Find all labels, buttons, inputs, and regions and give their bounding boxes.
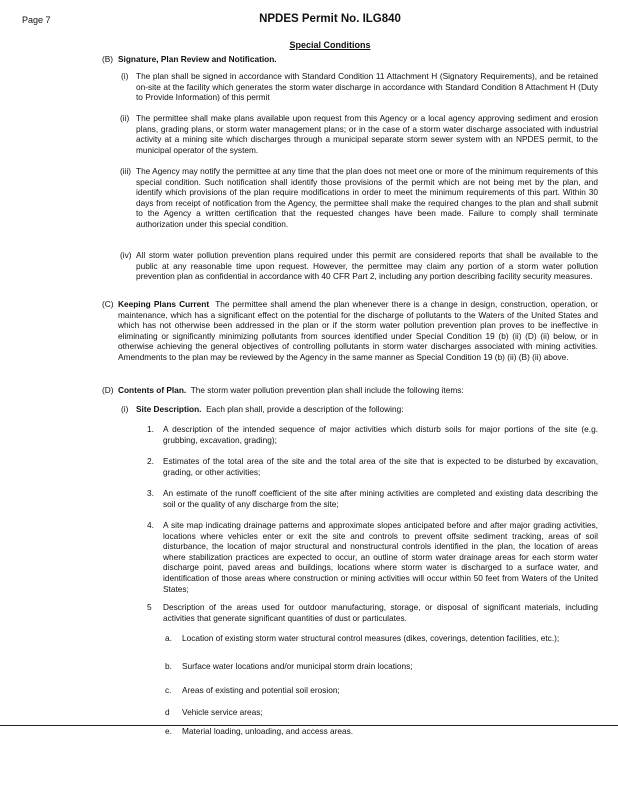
subitem-text: Areas of existing and potential soil erosion; <box>182 685 340 695</box>
page-number: Page 7 <box>22 15 51 25</box>
section-title: Special Conditions <box>289 40 371 50</box>
list-item-text: A description of the intended sequence of major activities which disturb soils for major portions of the site (e.g. grubbing, excavation, grading); <box>163 424 598 445</box>
list-item-marker: 4. <box>147 520 154 530</box>
list-item-text: An estimate of the runoff coefficient of the site after mining activities are completed and existing data describing the soil or the quality of any discharge from the site; <box>163 488 598 509</box>
section-b-heading: Signature, Plan Review and Notification. <box>118 54 277 64</box>
list-item-marker: 1. <box>147 424 154 434</box>
site-description-paragraph <box>136 404 598 415</box>
subitem-marker: b. <box>165 661 172 671</box>
b-item-marker: (ii) <box>120 113 130 123</box>
section-d-text: The storm water pollution prevention plan shall include the following items: <box>190 385 464 395</box>
b-item-marker: (iv) <box>120 250 132 260</box>
section-d-paragraph <box>118 385 598 396</box>
section-d-marker: (D) <box>102 385 114 395</box>
section-b-marker: (B) <box>102 54 114 64</box>
subitem-marker: a. <box>165 633 172 643</box>
section-c-heading: Keeping Plans Current <box>118 299 210 309</box>
b-item-text: The plan shall be signed in accordance with Standard Condition 11 Attachment H (Signatory Requirements), and be retained on-site at the facility which generates the storm water discharge in accordance with Standard Condition 8 Attachment H (Duty to Provide Information) of this permit <box>136 71 598 103</box>
section-c-paragraph <box>118 299 598 363</box>
list-item-marker: 3. <box>147 488 154 498</box>
b-item-text: The permittee shall make plans available upon request from this Agency or a local agency approving sediment and erosion plans, grading plans, or storm water management plans; or in the case of a storm water discharge associated with industrial activity at a mining site which discharges through a municipal separate storm sewer system with an NPDES permit, to the municipal operator of the system. <box>136 113 598 155</box>
subitem-marker: d <box>165 707 170 717</box>
b-item-text: All storm water pollution prevention plans required under this permit are considered reports that shall be available to the public at any reasonable time upon request. However, the permittee may claim any portion of a storm water pollution prevention plan as confidential in accordance with 40 CFR Part 2, including any portion describing facility security measures. <box>136 250 598 282</box>
site-description-heading: Site Description. <box>136 404 202 414</box>
section-c-text: The permittee shall amend the plan whenever there is a change in design, construction, operation, or maintenance, which has a significant effect on the potential for the discharge of pollutants to the Waters of the United States and which has not otherwise been addressed in the plan or if the storm water pollution prevention plan proves to be ineffective in eliminating or significantly minimizing pollutants from sources identified under Special Condition 19 (b) (ii) (D) (ii) below, or in otherwise achieving the general objectives of controlling pollutants in storm water discharges associated with mining activities. Amendments to the plan may be reviewed by the Agency in the same manner as Special Condition 19 (b) (ii) (B) (ii) above. <box>118 299 598 362</box>
site-description-marker: (i) <box>121 404 129 414</box>
section-c-marker: (C) <box>102 299 114 309</box>
b-item-marker: (iii) <box>120 166 132 176</box>
subitem-marker: e. <box>165 726 172 736</box>
b-item-text: The Agency may notify the permittee at any time that the plan does not meet one or more of the minimum requirements of this special condition. Such notification shall identify those provisions of the permit which are not being met by the plan, and identify which provisions of the plan require modifications in order to meet the minimum requirements of this part. Within 30 days from receipt of notification from the Agency, the permittee shall make the required changes to the plan and shall submit to the Agency a written certification that the requested changes have been made. Failure to comply shall terminate authorization under this special condition. <box>136 166 598 229</box>
subitem-text: Material loading, unloading, and access areas. <box>182 726 354 736</box>
subitem-text: Location of existing storm water structural control measures (dikes, coverings, detention facilities, etc.); <box>182 633 560 643</box>
list-item-text: A site map indicating drainage patterns and approximate slopes anticipated before and after major grading activities, locations where vehicles enter or exit the site and controls to prevent offsite sediment tracking, areas of soil disturbance, the location of major structural and nonstructural controls identified in the plan, the location of areas where stabilization practices are expected to occur, an outline of storm water drainage areas for each storm water discharge point, paved areas and buildings, locations where storm water is discharged to a surface water, and identification of those areas where construction or mining activities will occur within 50 feet from Waters of the United States; <box>163 520 598 594</box>
subitem-marker: c. <box>165 685 172 695</box>
subitem-text: Vehicle service areas; <box>182 707 263 717</box>
list-item-marker: 2. <box>147 456 154 466</box>
subitem-text: Surface water locations and/or municipal storm drain locations; <box>182 661 413 671</box>
document-title: NPDES Permit No. ILG840 <box>259 13 401 25</box>
site-description-text: Each plan shall, provide a description of the following: <box>206 404 404 414</box>
list-item-text: Estimates of the total area of the site and the total area of the site that is expected to be disturbed by excavation, grading, or other activities; <box>163 456 598 477</box>
b-item-marker: (i) <box>121 71 129 81</box>
list-item-text: Description of the areas used for outdoor manufacturing, storage, or disposal of significant materials, including activities that generate significant quantities of dust or particulates. <box>163 602 598 623</box>
list-item-marker: 5 <box>147 602 152 612</box>
section-d-heading: Contents of Plan. <box>118 385 187 395</box>
